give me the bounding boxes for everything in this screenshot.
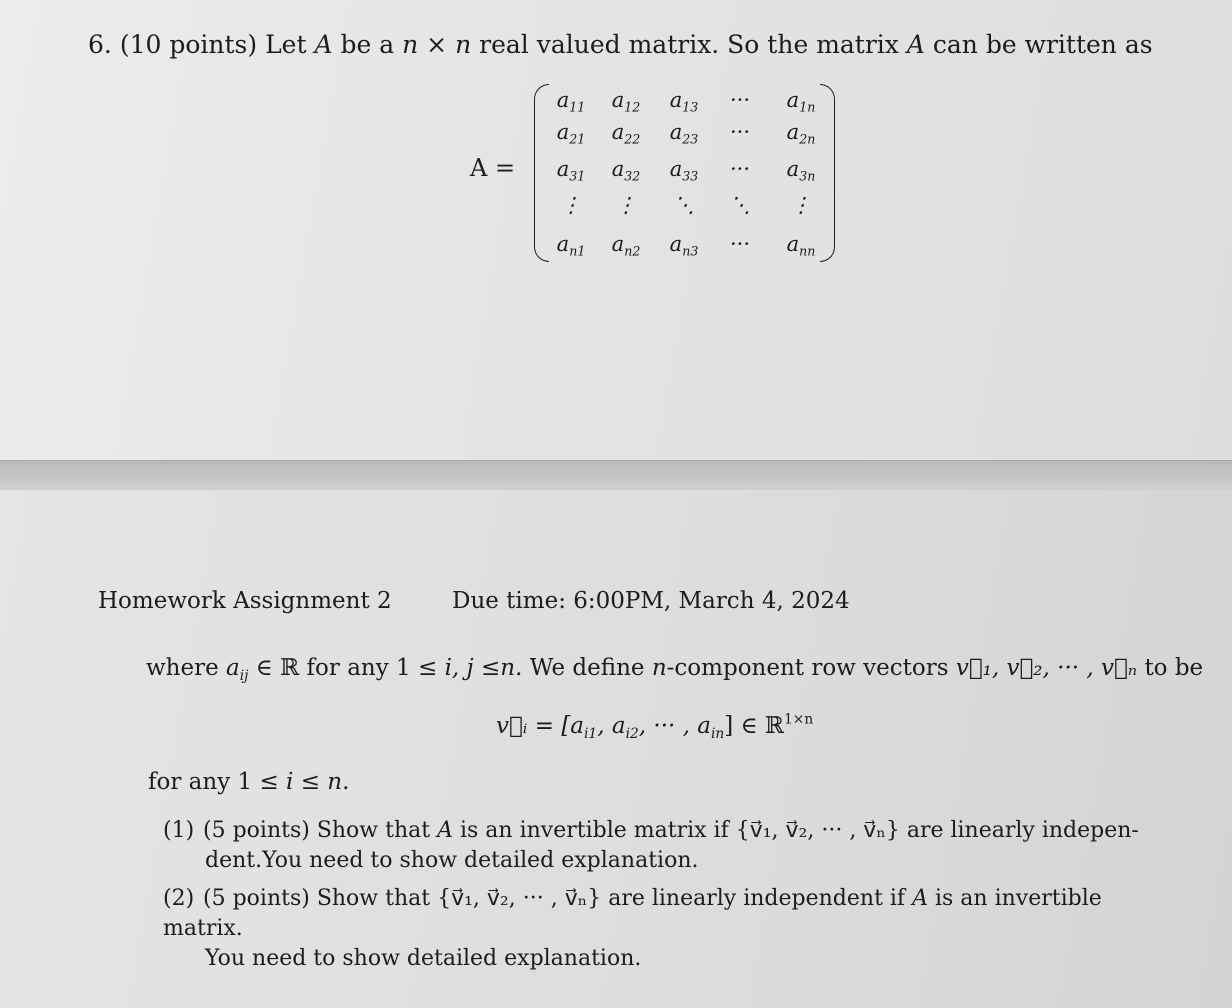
matrix-cell-subscript: 12: [624, 99, 641, 115]
text: You need to show detailed explanation.: [205, 946, 642, 971]
for-any-line: [148, 769, 349, 795]
text: ≤: [300, 769, 320, 795]
text: to be: [1144, 655, 1204, 681]
matrix-cell: $a_{33}$: [669, 157, 699, 184]
vector-definition: [496, 711, 814, 742]
text: is an invertible matrix.: [163, 886, 1102, 941]
matrix-cell: $a_{nn}$: [786, 232, 816, 259]
question-points: (10 points): [119, 30, 258, 59]
text: . We define: [515, 655, 645, 681]
matrix-cell: $a_{31}$: [556, 157, 586, 184]
matrix-cell-subscript: 3n: [799, 168, 816, 184]
matrix-cell-subscript: 11: [569, 99, 586, 115]
var-n: n: [500, 655, 516, 681]
a-ij: [226, 655, 249, 684]
matrix-cell-subscript: 1n: [799, 99, 816, 115]
matrix-cell-subscript: 33: [682, 168, 699, 184]
matrix-cell-subscript: 13: [682, 99, 699, 115]
matrix-cell: $a_{22}$: [611, 120, 641, 147]
matrix-cell: ⋮: [560, 193, 582, 217]
vector-list: v⃗₁, v⃗₂, ··· , v⃗ₙ: [955, 655, 1138, 681]
matrix-cell: $a_{n1}$: [556, 232, 586, 259]
matrix-cell-subscript: 22: [624, 131, 641, 147]
a-ij-sub: ij: [239, 667, 249, 684]
text: is an invertible matrix if {v⃗₁, v⃗₂, ··· , v⃗ₙ} are linearly indepen-: [459, 818, 1139, 843]
due-time: Due time: 6:00PM, March 4, 2024: [452, 588, 850, 614]
matrix-cell-subscript: n1: [569, 243, 586, 259]
vdef-comma: , a: [597, 713, 626, 739]
matrix-cell: $a_{n2}$: [611, 232, 641, 259]
matrix-cell: ⋱: [729, 193, 751, 217]
matrix-cell: ⋱: [673, 193, 695, 217]
question-6-line: [88, 30, 1153, 59]
var-a: A: [906, 30, 925, 59]
var-n: n: [455, 30, 472, 59]
matrix-cell: ···: [729, 232, 751, 256]
matrix-cell: $a_{3n}$: [786, 157, 816, 184]
matrix-cell-subscript: n3: [682, 243, 699, 259]
var-a: A: [314, 30, 333, 59]
matrix-cell: $a_{32}$: [611, 157, 641, 184]
text: .: [342, 769, 350, 795]
text: ≤: [480, 655, 501, 681]
vdef-rhs: ] ∈ ℝ: [724, 713, 785, 739]
text: where: [146, 655, 219, 681]
matrix-cell-subscript: 2n: [799, 131, 816, 147]
var-n: n: [651, 655, 667, 681]
var-n: n: [327, 769, 343, 795]
matrix-cell-subscript: n2: [624, 243, 641, 259]
matrix-cell: ⋮: [790, 193, 812, 217]
var-a: A: [912, 886, 928, 911]
question-number: 6.: [88, 30, 112, 59]
assignment-title: Homework Assignment 2: [98, 588, 392, 614]
vdef-lhs: v⃗ᵢ = [a: [496, 713, 585, 739]
var-n: n: [402, 30, 419, 59]
times-symbol: ×: [426, 30, 448, 59]
q-text: real valued matrix. So the matrix: [479, 30, 899, 59]
var-i: i: [286, 769, 294, 795]
subquestion-number: (2): [163, 886, 195, 911]
text: for any 1 ≤: [148, 769, 279, 795]
q-text: Let: [265, 30, 307, 59]
vdef-sub: in: [710, 725, 725, 742]
matrix-cell: ···: [729, 120, 751, 144]
q-text: can be written as: [932, 30, 1153, 59]
matrix-right-paren: [820, 84, 835, 262]
matrix-cell-subscript: 32: [624, 168, 641, 184]
matrix-cell: ···: [729, 88, 751, 112]
text: (5 points) Show that {v⃗₁, v⃗₂, ··· , v⃗ₙ} are linearly independent if: [203, 886, 906, 911]
matrix-cell: $a_{12}$: [611, 88, 641, 115]
vdef-comma: , ··· , a: [638, 713, 711, 739]
text: -component row vectors: [666, 655, 949, 681]
vdef-sub: i2: [625, 725, 639, 742]
where-line: [146, 655, 1204, 684]
subquestion-2: [163, 884, 1163, 974]
matrix-cell-subscript: 31: [569, 168, 586, 184]
matrix-cell: $a_{n3}$: [669, 232, 699, 259]
text: (5 points) Show that: [203, 818, 431, 843]
matrix-left-paren: [534, 84, 549, 262]
matrix-cell-subscript: nn: [799, 243, 816, 259]
matrix-cell: $a_{21}$: [556, 120, 586, 147]
vdef-sub: i1: [584, 725, 598, 742]
subquestion-1: [163, 816, 1163, 876]
matrix-cell: $a_{2n}$: [786, 120, 816, 147]
matrix-cell: $a_{11}$: [556, 88, 586, 115]
text: ∈ ℝ for any 1 ≤: [255, 655, 438, 681]
subquestion-number: (1): [163, 818, 195, 843]
vdef-sup: 1×n: [784, 711, 814, 728]
var-ij: i, j: [444, 655, 474, 681]
a-ij-base: a: [226, 655, 240, 681]
matrix-cell: ⋮: [615, 193, 637, 217]
page-gap: [0, 460, 1232, 491]
matrix-cell: $a_{1n}$: [786, 88, 816, 115]
page-top-sheet: [0, 0, 1232, 460]
matrix-cell: ···: [729, 157, 751, 181]
matrix-cell: $a_{23}$: [669, 120, 699, 147]
text: dent.You need to show detailed explanation.: [205, 848, 699, 873]
matrix-cell: $a_{13}$: [669, 88, 699, 115]
var-a: A: [437, 818, 453, 843]
matrix-cell-subscript: 23: [682, 131, 699, 147]
matrix-cell-subscript: 21: [569, 131, 586, 147]
matrix-lhs: A =: [470, 154, 516, 182]
q-text: be a: [340, 30, 395, 59]
